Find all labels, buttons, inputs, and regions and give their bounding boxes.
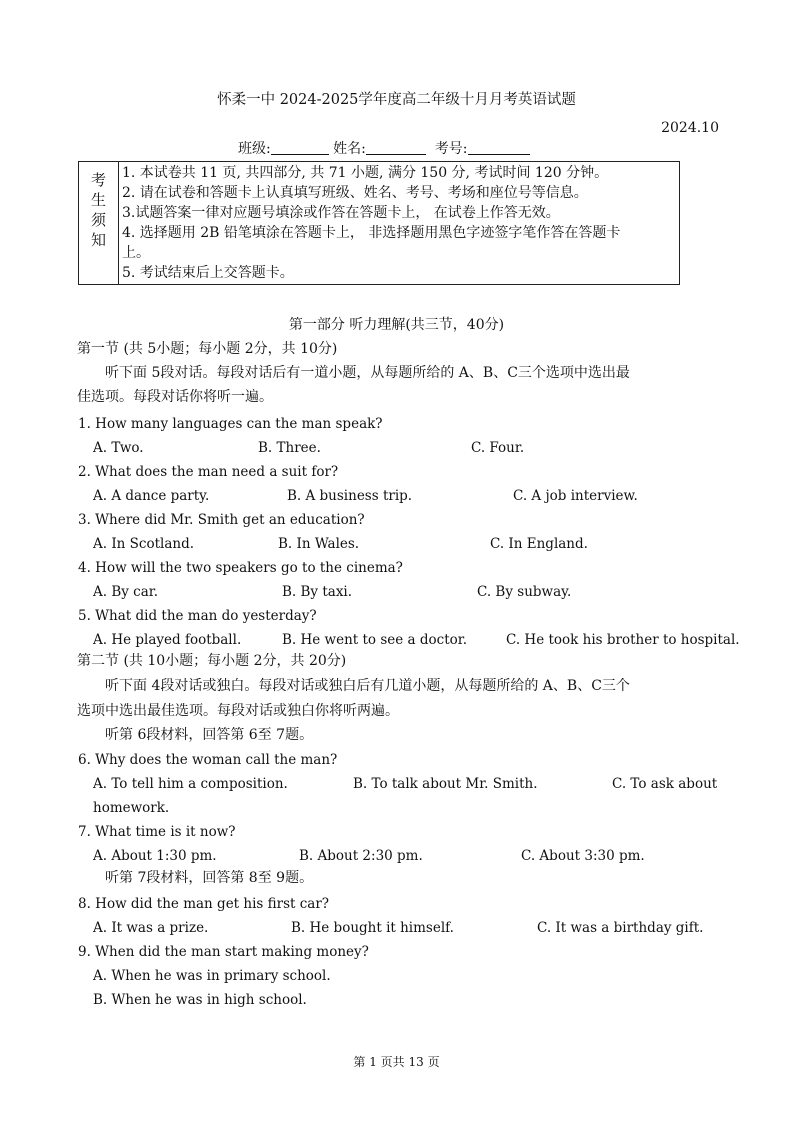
sec1-instruction: 佳选项。每段对话你将听一遍。 <box>77 389 273 405</box>
sec2-instruction: 听下面 4段对话或独白。每段对话或独白后有几道小题，从每题所给的 A、B、C三个 <box>105 678 630 694</box>
question-stem: 9. When did the man start making money? <box>78 944 369 960</box>
question-stem: 3. Where did Mr. Smith get an education? <box>78 512 365 528</box>
option-c[interactable]: C. To ask about <box>612 776 718 792</box>
question-stem: 4. How will the two speakers go to the cinema? <box>78 560 403 576</box>
material-note: 听第 6段材料，回答第 6至 7题。 <box>105 727 314 743</box>
number-label: 考号: <box>434 141 468 157</box>
notice-item: 1. 本试卷共 11 页, 共四部分, 共 71 小题, 满分 150 分, 考试时间 120 分钟。 <box>122 165 609 181</box>
option-a[interactable]: A. He played football. <box>93 632 242 648</box>
notice-item: 2. 请在试卷和答题卡上认真填写班级、姓名、考号、考场和座位号等信息。 <box>122 185 588 201</box>
option-b[interactable]: B. When he was in high school. <box>93 992 307 1008</box>
option-b[interactable]: B. He went to see a doctor. <box>282 632 468 648</box>
option-c[interactable]: C. Four. <box>471 440 525 456</box>
name-label: 姓名: <box>333 141 366 157</box>
student-info-line <box>238 141 530 156</box>
option-b[interactable]: B. A business trip. <box>287 488 413 504</box>
question-stem: 8. How did the man get his first car? <box>78 896 330 912</box>
notice-item: 4. 选择题用 2B 铅笔填涂在答题卡上， 非选择题用黑色字迹签字笔作答在答题卡 <box>122 225 621 241</box>
option-a[interactable]: A. A dance party. <box>93 488 210 504</box>
option-a[interactable]: A. Two. <box>93 440 144 456</box>
option-b[interactable]: B. He bought it himself. <box>291 920 454 936</box>
question-stem: 2. What does the man need a suit for? <box>78 464 339 480</box>
page-number: 第 1 页共 13 页 <box>353 1055 440 1069</box>
exam-title: 怀柔一中 2024-2025学年度高二年级十月月考英语试题 <box>217 92 576 108</box>
option-c[interactable]: C. He took his brother to hospital. <box>506 632 740 648</box>
option-a[interactable]: A. By car. <box>93 584 159 600</box>
option-a[interactable]: A. To tell him a composition. <box>93 776 288 792</box>
option-c[interactable]: C. About 3:30 pm. <box>521 848 645 864</box>
sec1-instruction: 听下面 5段对话。每段对话后有一道小题，从每题所给的 A、B、C三个选项中选出最 <box>105 365 630 381</box>
class-blank[interactable] <box>271 141 329 155</box>
option-a[interactable]: A. In Scotland. <box>93 536 195 552</box>
material-note: 听第 7段材料，回答第 8至 9题。 <box>105 870 314 886</box>
sec2-instruction: 选项中选出最佳选项。每段对话或独白你将听两遍。 <box>77 703 399 719</box>
class-label: 班级: <box>238 141 271 157</box>
exam-notice-box <box>78 161 680 285</box>
sec2-title: 第二节 (共 10小题；每小题 2分，共 20分) <box>77 653 347 669</box>
notice-label-cell <box>79 162 119 284</box>
question-stem: 6. Why does the woman call the man? <box>78 752 338 768</box>
option-a[interactable]: A. When he was in primary school. <box>93 968 331 984</box>
exam-date: 2024.10 <box>661 120 719 136</box>
option-c[interactable]: C. It was a birthday gift. <box>537 920 704 936</box>
part1-title: 第一部分 听力理解(共三节，40分) <box>288 317 505 333</box>
question-stem: 1. How many languages can the man speak? <box>78 416 383 432</box>
option-c[interactable]: C. By subway. <box>477 584 572 600</box>
notice-item: 5. 考试结束后上交答题卡。 <box>122 265 294 281</box>
option-b[interactable]: B. In Wales. <box>278 536 360 552</box>
option-b[interactable]: B. By taxi. <box>282 584 353 600</box>
question-stem: 7. What time is it now? <box>78 824 236 840</box>
option-b[interactable]: B. About 2:30 pm. <box>299 848 423 864</box>
question-stem: 5. What did the man do yesterday? <box>78 608 317 624</box>
option-b[interactable]: B. To talk about Mr. Smith. <box>353 776 538 792</box>
notice-item: 上。 <box>122 245 150 261</box>
option-b[interactable]: B. Three. <box>258 440 321 456</box>
option-c[interactable]: C. In England. <box>490 536 588 552</box>
notice-label: 考生须知 <box>91 171 107 249</box>
option-a[interactable]: A. About 1:30 pm. <box>93 848 217 864</box>
option-a[interactable]: A. It was a prize. <box>93 920 209 936</box>
name-blank[interactable] <box>366 141 426 155</box>
number-blank[interactable] <box>468 141 530 155</box>
option-c-continued: homework. <box>93 800 170 816</box>
option-c[interactable]: C. A job interview. <box>513 488 638 504</box>
notice-item: 3.试题答案一律对应题号填涂或作答在答题卡上， 在试卷上作答无效。 <box>122 205 560 221</box>
sec1-title: 第一节 (共 5小题；每小题 2分，共 10分) <box>77 341 338 357</box>
